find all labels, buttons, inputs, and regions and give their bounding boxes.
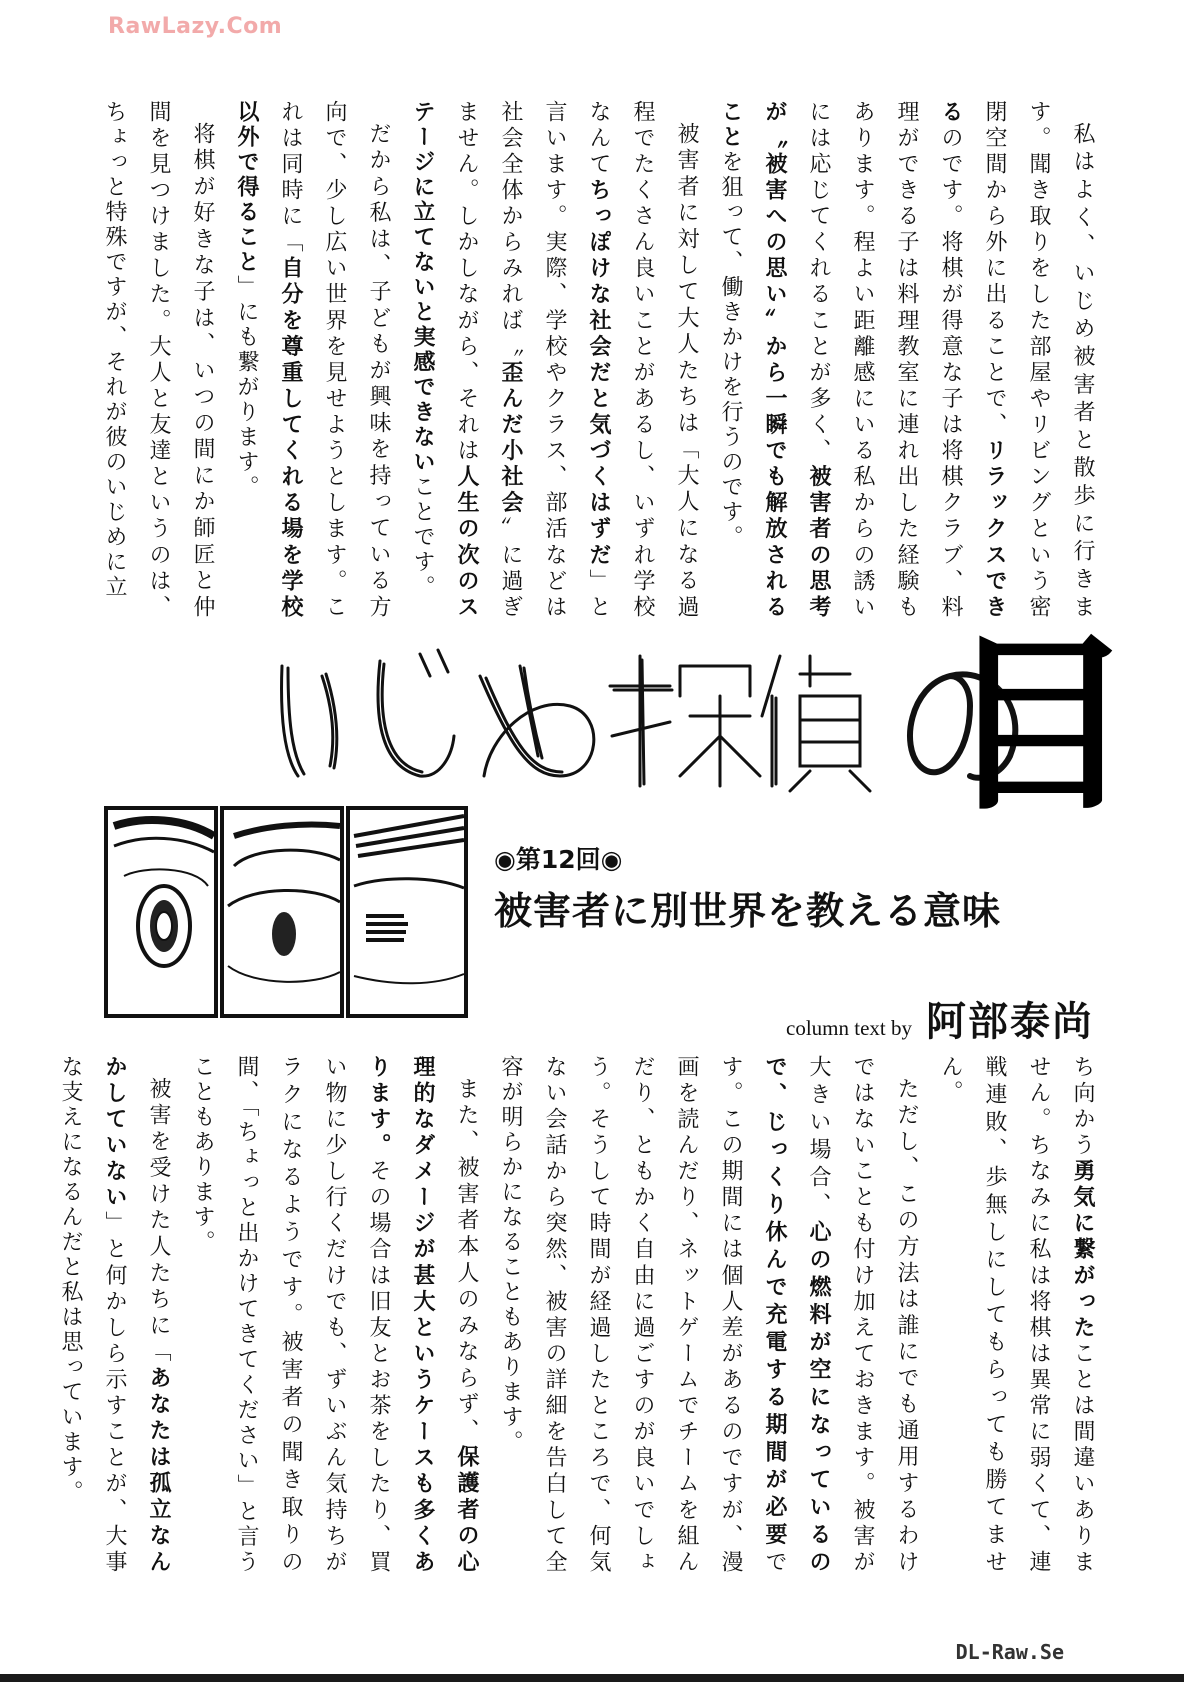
episode-title: 被害者に別世界を教える意味 bbox=[494, 889, 1002, 933]
credit-author: 阿部泰尚 bbox=[926, 998, 1094, 1045]
article-text: 」にも繋がります。 bbox=[234, 275, 259, 500]
article-emphasis: 被害者の思考が〝被害への思い〟から一瞬でも解放されること bbox=[718, 100, 831, 621]
article-text: です。この期間には個人差があるのですが、漫画を読んだり、ネットゲームでチームを組んだり、ともかく自由に過ごすのが良いでしょう。そうして時間が経過したところで、何気ない会話から突然、被害の詳細を告白して全容が明らかになることもあります。 bbox=[498, 1055, 787, 1575]
article-text: ただし、この方法は誰にでも通用するわけではないことも付け加えておきます。被害が大きい場合、 bbox=[806, 1055, 919, 1575]
article-paragraph bbox=[928, 1055, 1104, 1575]
article-text: また、被害者本人のみならず、 bbox=[454, 1077, 479, 1445]
article-emphasis: 保護者の心理的なダメージが甚大というケースも多くあります。 bbox=[366, 1055, 479, 1576]
article-text: ことです。 bbox=[410, 475, 435, 600]
article-text: 将棋が好きな子は、いつの間にか師匠と仲間を見つけました。大人と友達というのは、ちょっと特殊ですが、それが彼のいじめに立 bbox=[102, 100, 215, 620]
article-text: だから私は、子どもが興味を持っている方向で、少し広い世界を見せようとします。これは同時に「 bbox=[278, 100, 391, 620]
article-text: 〟に過ぎません。しかしながら、それは bbox=[454, 100, 523, 621]
credit-label: column text by bbox=[786, 1016, 912, 1040]
title-scribble-strokes bbox=[282, 650, 1016, 791]
article-paragraph bbox=[400, 100, 708, 620]
article-emphasis: 勇気に繋がった bbox=[1070, 1159, 1095, 1342]
article-emphasis: 歪んだ小社会 bbox=[498, 360, 523, 517]
page-bottom-edge bbox=[0, 1674, 1184, 1682]
eye-panel-1 bbox=[106, 808, 216, 1016]
article-paragraph bbox=[224, 100, 400, 620]
title-eye-char: 目 bbox=[944, 613, 1136, 836]
article-text: 」と言います。実際、学校やクラス、部活などは社会全体からみれば〝 bbox=[498, 100, 611, 621]
credit-line bbox=[786, 990, 1094, 1047]
article-paragraph bbox=[92, 100, 224, 620]
watermark-bottom: DL-Raw.Se bbox=[955, 1640, 1064, 1664]
article-emphasis: 心の燃料が空になっているので、じっくり休んで充電する期間が必要 bbox=[762, 1055, 831, 1575]
article-paragraph bbox=[180, 1055, 488, 1575]
episode-number: ◉第12回◉ bbox=[494, 845, 623, 874]
eye-panel-2 bbox=[222, 808, 342, 1016]
article-text: ことは間違いありません。ちなみに私は将棋は異常に弱くて、連戦連敗、歩無しにしてもらっても勝てません。 bbox=[938, 1055, 1095, 1576]
article-text: その場合は旧友とお茶をしたり、買い物に少し行くだけでも、ずいぶん気持ちがラクになるようです。被害者の聞き取りの間、「ちょっと出かけてきてください」と言うこともあります。 bbox=[190, 1055, 391, 1576]
article-text: を狙って、働きかけを行うのです。 bbox=[718, 150, 743, 550]
article-paragraph bbox=[48, 1055, 180, 1575]
article-paragraph bbox=[488, 1055, 928, 1575]
article-text: 私はよく、いじめ被害者と散歩に行きます。聞き取りをした部屋やリビングという密閉空間から外に出ることで、 bbox=[982, 100, 1095, 620]
eye-panel-3 bbox=[348, 808, 466, 1016]
series-title-lettering bbox=[270, 613, 1136, 836]
series-title bbox=[270, 613, 1136, 836]
article-emphasis: 人生の次のステージに立てないと実感できない bbox=[410, 100, 479, 621]
article-bottom-block bbox=[58, 1055, 1104, 1576]
eye-panels-illustration bbox=[104, 806, 468, 1018]
article-emphasis: リラックスできる bbox=[938, 100, 1007, 621]
article-emphasis: ちっぽけな社会だと気づくはずだ bbox=[586, 178, 611, 569]
article-text: ち向かう bbox=[1070, 1055, 1095, 1160]
article-text: 被害を受けた人たちに「 bbox=[146, 1077, 171, 1367]
article-paragraph bbox=[708, 100, 1104, 620]
article-emphasis: あなたは孤立なんかしていない bbox=[102, 1055, 171, 1576]
article-text: 」と何かしら示すことが、大事な支えになるんだと私は思っています。 bbox=[58, 1055, 127, 1576]
article-emphasis: 自分を尊重してくれる場を学校以外で得ること bbox=[234, 100, 303, 621]
article-text: 被害者に対して大人たちは「大人になる過程でたくさん良いことがあるし、いずれ学校なんて bbox=[586, 100, 699, 620]
article-top-block bbox=[94, 100, 1104, 620]
watermark-top: RawLazy.Com bbox=[108, 14, 283, 39]
article-text: のです。将棋が得意な子は将棋クラブ、料理ができる子は料理教室に連れ出した経験もあります。程よい距離感にいる私からの誘いには応じてくれることが多く、 bbox=[806, 100, 963, 621]
